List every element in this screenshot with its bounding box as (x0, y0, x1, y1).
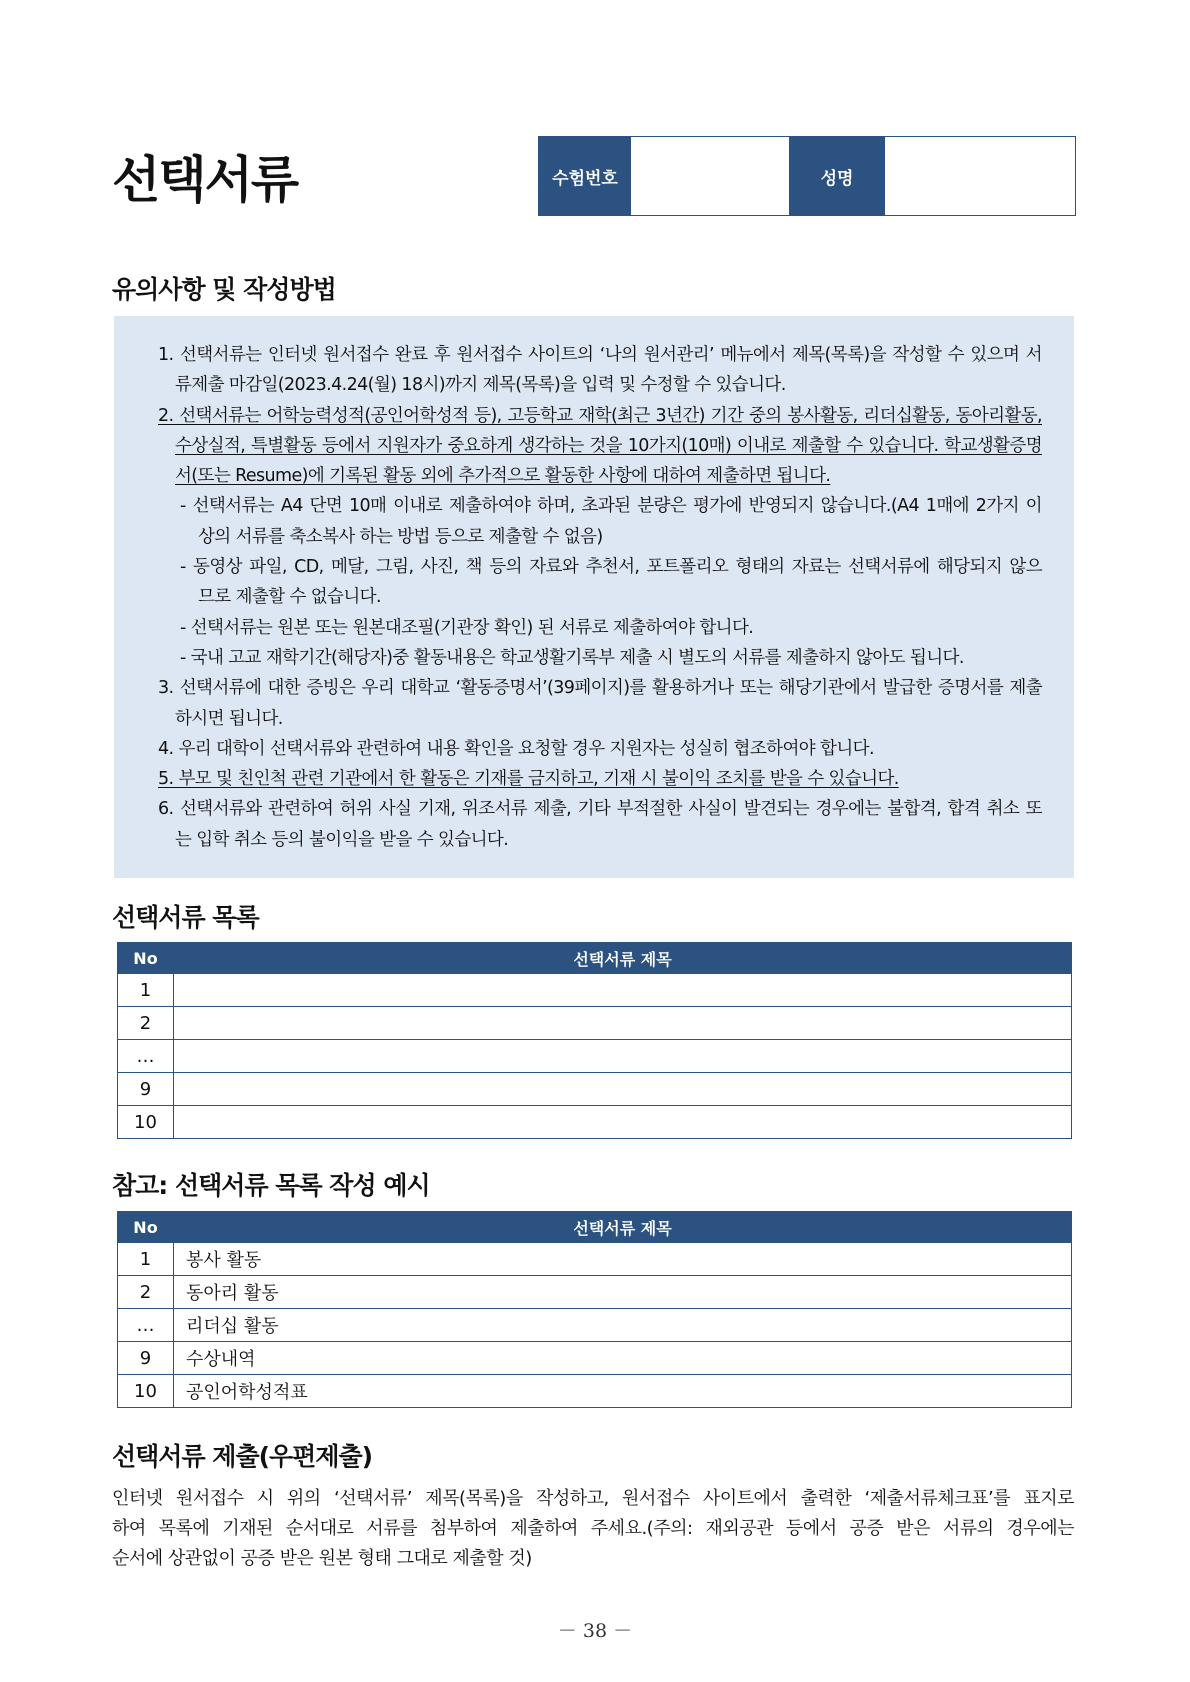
notice-heading: 유의사항 및 작성방법 (112, 275, 336, 304)
notice-line: 4. 우리 대학이 선택서류와 관련하여 내용 확인을 요청할 경우 지원자는 성실히 협조하여야 합니다. (158, 738, 874, 759)
table-row (118, 1309, 1072, 1342)
document-list-table (117, 942, 1072, 1139)
notice-line: 수상실적, 특별활동 등에서 지원자가 중요하게 생각하는 것을 10가지(10매) 이내로 제출할 수 있습니다. 학교생활증명 (175, 435, 1042, 456)
page-title: 선택서류 (112, 151, 298, 209)
row-title: 리더십 활동 (174, 1309, 1072, 1342)
row-title-field[interactable] (174, 974, 1072, 1007)
row-title: 수상내역 (174, 1342, 1072, 1375)
row-title: 동아리 활동 (174, 1276, 1072, 1309)
submission-paragraph (112, 1484, 1074, 1574)
submission-line: 인터넷 원서접수 시 위의 ‘선택서류’ 제목(목록)을 작성하고, 원서접수 사이트에서 출력한 ‘제출서류체크표’를 표지로 (112, 1488, 1074, 1509)
table-row (118, 1007, 1072, 1040)
table-row (118, 974, 1072, 1007)
table-header-row (118, 943, 1072, 974)
notice-line: 5. 부모 및 친인척 관련 기관에서 한 활동은 기재를 금지하고, 기재 시 불이익 조치를 받을 수 있습니다. (158, 769, 899, 790)
table-row (118, 1276, 1072, 1309)
notice-line: - 선택서류는 원본 또는 원본대조필(기관장 확인) 된 서류로 제출하여야 합니다. (180, 617, 754, 638)
page-number: － 38 － (557, 1620, 633, 1642)
table-row (118, 1342, 1072, 1375)
example-list-table (117, 1211, 1072, 1408)
example-heading: 참고: 선택서류 목록 작성 예시 (112, 1171, 430, 1200)
notice-line: 므로 제출할 수 없습니다. (198, 587, 381, 608)
row-no: … (118, 1309, 174, 1342)
submission-heading: 선택서류 제출(우편제출) (112, 1442, 373, 1471)
submission-line: 순서에 상관없이 공증 받은 원본 형태 그대로 제출할 것) (112, 1548, 532, 1569)
table-row (118, 1375, 1072, 1408)
row-title: 봉사 활동 (174, 1243, 1072, 1276)
table-row (118, 1040, 1072, 1073)
row-no: 10 (118, 1375, 174, 1408)
notice-line: 2. 선택서류는 어학능력성적(공인어학성적 등), 고등학교 재학(최근 3년간) 기간 중의 봉사활동, 리더십활동, 동아리활동, (158, 405, 1042, 426)
row-title: 공인어학성적표 (174, 1375, 1072, 1408)
col-no-header: No (118, 943, 174, 974)
name-label: 성명 (789, 137, 885, 215)
row-title-field[interactable] (174, 1007, 1072, 1040)
col-no-header: No (118, 1212, 174, 1243)
row-title-field[interactable] (174, 1040, 1072, 1073)
row-title-field[interactable] (174, 1106, 1072, 1139)
table-row (118, 1073, 1072, 1106)
row-no: 1 (118, 1243, 174, 1276)
table-row (118, 1106, 1072, 1139)
notice-line: 서(또는 Resume)에 기록된 활동 외에 추가적으로 활동한 사항에 대하여 제출하면 됩니다. (175, 466, 831, 487)
notice-line: 류제출 마감일(2023.4.24(월) 18시)까지 제목(목록)을 입력 및 수정할 수 있습니다. (175, 375, 786, 396)
table-header-row (118, 1212, 1072, 1243)
notice-line: 하시면 됩니다. (175, 708, 283, 729)
col-title-header: 선택서류 제목 (174, 1212, 1072, 1243)
row-no: 10 (118, 1106, 174, 1139)
notice-line: 6. 선택서류와 관련하여 허위 사실 기재, 위조서류 제출, 기타 부적절한 사실이 발견되는 경우에는 불합격, 합격 취소 또 (158, 799, 1042, 820)
row-no: 2 (118, 1276, 174, 1309)
notice-line: 는 입학 취소 등의 불이익을 받을 수 있습니다. (175, 829, 509, 850)
row-no: 9 (118, 1342, 174, 1375)
col-title-header: 선택서류 제목 (174, 943, 1072, 974)
row-no: 1 (118, 974, 174, 1007)
notice-line: - 선택서류는 A4 단면 10매 이내로 제출하여야 하며, 초과된 분량은 평가에 반영되지 않습니다.(A4 1매에 2가지 이 (180, 496, 1042, 517)
row-no: 9 (118, 1073, 174, 1106)
list-heading: 선택서류 목록 (112, 903, 259, 932)
submission-line: 하여 목록에 기재된 순서대로 서류를 첨부하여 제출하여 주세요.(주의: 재외공관 등에서 공증 받은 서류의 경우에는 (112, 1518, 1074, 1539)
row-no: … (118, 1040, 174, 1073)
name-field[interactable] (885, 137, 1075, 215)
table-row (118, 1243, 1072, 1276)
notice-line: - 동영상 파일, CD, 메달, 그림, 사진, 책 등의 자료와 추천서, 포트폴리오 형태의 자료는 선택서류에 해당되지 않으 (180, 557, 1042, 578)
applicant-info-box (538, 136, 1076, 216)
exam-number-label: 수험번호 (539, 137, 631, 215)
notice-line: 3. 선택서류에 대한 증빙은 우리 대학교 ‘활동증명서’(39페이지)를 활용하거나 또는 해당기관에서 발급한 증명서를 제출 (158, 678, 1042, 699)
row-no: 2 (118, 1007, 174, 1040)
exam-number-field[interactable] (631, 137, 789, 215)
notice-line: - 국내 고교 재학기간(해당자)중 활동내용은 학교생활기록부 제출 시 별도의 서류를 제출하지 않아도 됩니다. (180, 647, 964, 668)
notice-line: 1. 선택서류는 인터넷 원서접수 완료 후 원서접수 사이트의 ‘나의 원서관리’ 메뉴에서 제목(목록)을 작성할 수 있으며 서 (158, 345, 1042, 365)
notice-line: 상의 서류를 축소복사 하는 방법 등으로 제출할 수 없음) (198, 526, 603, 547)
notice-box (114, 316, 1074, 878)
row-title-field[interactable] (174, 1073, 1072, 1106)
